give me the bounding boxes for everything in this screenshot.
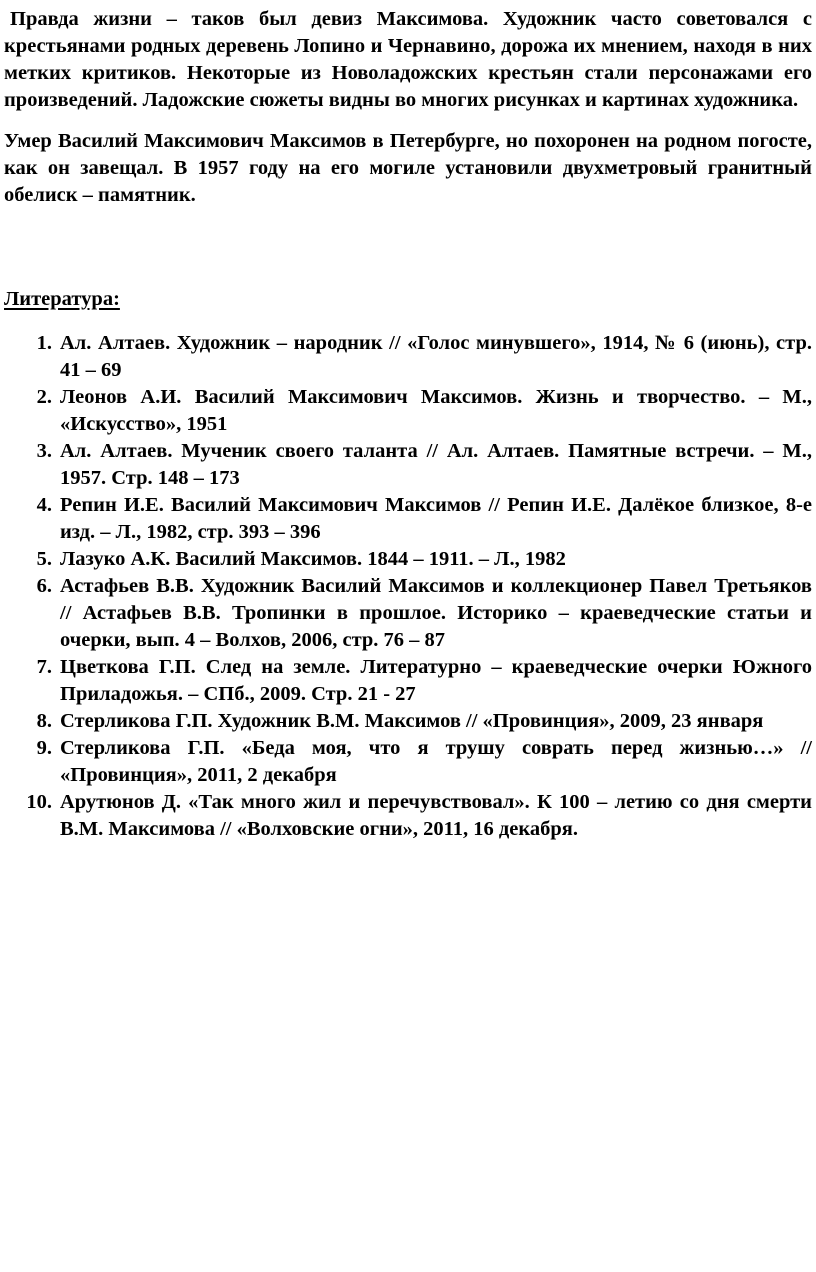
- list-item: [4, 330, 812, 384]
- list-item-number: 8.: [36, 710, 52, 732]
- list-item: [4, 708, 812, 735]
- list-item-text: Стерликова Г.П. Художник В.М. Максимов // «Провинция», 2009, 23 января: [60, 710, 764, 732]
- list-item: [4, 789, 812, 843]
- list-item-number: 7.: [36, 656, 52, 678]
- literature-heading: Литература:: [4, 288, 120, 310]
- list-item-number: 10.: [26, 791, 52, 813]
- literature-list: [4, 330, 812, 843]
- list-item: [4, 384, 812, 438]
- list-item-number: 3.: [36, 440, 52, 462]
- paragraph-burial: Умер Василий Максимович Максимов в Петербурге, но похоронен на родном погосте, как он завещал. В 1957 году на его могиле установили двухметровый гранитный обелиск – памятник.: [4, 130, 812, 206]
- list-item-number: 9.: [36, 737, 52, 759]
- list-item: [4, 654, 812, 708]
- list-item: [4, 735, 812, 789]
- list-item: [4, 492, 812, 546]
- list-item: [4, 573, 812, 654]
- list-item-text: Лазуко А.К. Василий Максимов. 1844 – 1911. – Л., 1982: [60, 548, 566, 570]
- list-item-text: Арутюнов Д. «Так много жил и перечувствовал». К 100 – летию со дня смерти В.М. Максимова // «Волховские огни», 2011, 16 декабря.: [60, 791, 812, 840]
- list-item-number: 4.: [36, 494, 52, 516]
- list-item-text: Ал. Алтаев. Мученик своего таланта // Ал. Алтаев. Памятные встречи. – М., 1957. Стр. 148 – 173: [60, 440, 812, 489]
- paragraph-motto: Правда жизни – таков был девиз Максимова. Художник часто советовался с крестьянами родных деревень Лопино и Чернавино, дорожа их мнением, находя в них метких критиков. Некоторые из Новоладожских крестьян стали персонажами его произведений. Ладожские сюжеты видны во многих рисунках и картинах художника.: [4, 8, 812, 111]
- list-item: [4, 546, 812, 573]
- list-item: [4, 438, 812, 492]
- list-item-number: 6.: [36, 575, 52, 597]
- list-item-text: Репин И.Е. Василий Максимович Максимов // Репин И.Е. Далёкое близкое, 8-е изд. – Л., 1982, стр. 393 – 396: [60, 494, 812, 543]
- list-item-text: Цветкова Г.П. След на земле. Литературно – краеведческие очерки Южного Приладожья. – СПб., 2009. Стр. 21 - 27: [60, 656, 812, 705]
- list-item-text: Стерликова Г.П. «Беда моя, что я трушу соврать перед жизнью…» // «Провинция», 2011, 2 декабря: [60, 737, 812, 786]
- list-item-text: Ал. Алтаев. Художник – народник // «Голос минувшего», 1914, № 6 (июнь), стр. 41 – 69: [60, 332, 812, 381]
- list-item-text: Леонов А.И. Василий Максимович Максимов. Жизнь и творчество. – М., «Искусство», 1951: [60, 386, 812, 435]
- list-item-number: 2.: [36, 386, 52, 408]
- list-item-number: 5.: [36, 548, 52, 570]
- document-page: [4, 6, 812, 843]
- list-item-number: 1.: [36, 332, 52, 354]
- list-item-text: Астафьев В.В. Художник Василий Максимов и коллекционер Павел Третьяков // Астафьев В.В. Тропинки в прошлое. Историко – краеведческие статьи и очерки, вып. 4 – Волхов, 2006, стр. 76 – 87: [60, 575, 812, 651]
